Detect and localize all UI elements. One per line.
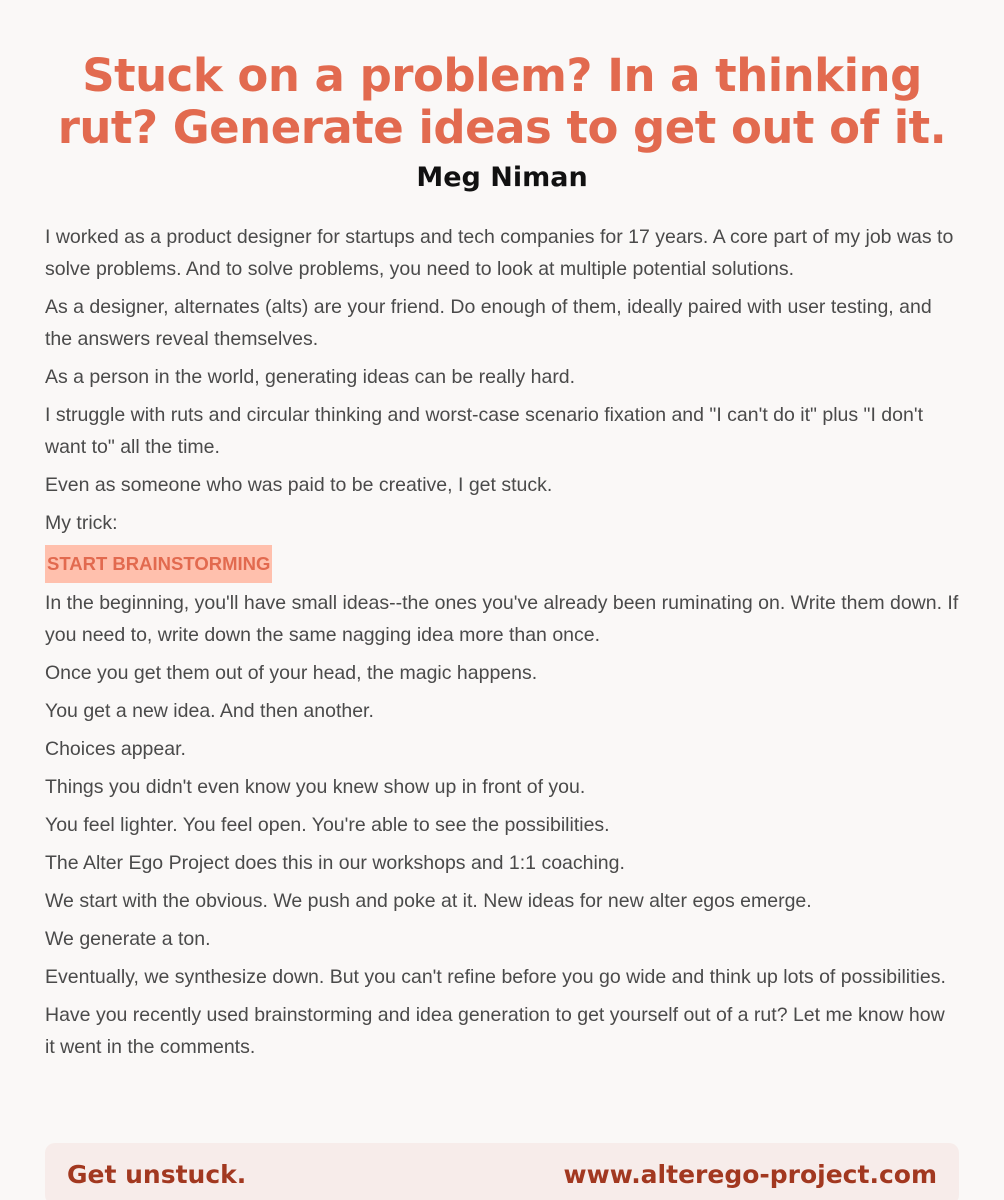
- paragraph: The Alter Ego Project does this in our workshops and 1:1 coaching.: [45, 852, 625, 875]
- paragraph: Have you recently used brainstorming and idea generation to get yourself out of a rut? Let me know how it went in the comments.: [45, 1004, 945, 1059]
- paragraph: I worked as a product designer for startups and tech companies for 17 years. A core part of my job was to solve problems. And to solve problems, you need to look at multiple potential solutions.: [45, 226, 954, 281]
- paragraph: Once you get them out of your head, the magic happens.: [45, 662, 538, 685]
- paragraph: You get a new idea. And then another.: [45, 700, 374, 723]
- paragraph: Even as someone who was paid to be creative, I get stuck.: [45, 474, 553, 497]
- post-title: Stuck on a problem? In a thinking rut? Generate ideas to get out of it.: [57, 49, 947, 155]
- author-name: Meg Niman: [416, 162, 588, 194]
- paragraph: My trick:: [45, 512, 118, 535]
- paragraph: We start with the obvious. We push and poke at it. New ideas for new alter egos emerge.: [45, 890, 812, 913]
- paragraph: Things you didn't even know you knew show up in front of you.: [45, 776, 586, 799]
- paragraph: You feel lighter. You feel open. You're able to see the possibilities.: [45, 814, 610, 837]
- paragraph: Choices appear.: [45, 738, 186, 761]
- paragraph: In the beginning, you'll have small ideas--the ones you've already been ruminating on. Write them down. If you need to, write down the same nagging idea more than once.: [45, 592, 959, 647]
- paragraph: Eventually, we synthesize down. But you can't refine before you go wide and think up lots of possibilities.: [45, 966, 946, 989]
- footer-tagline: Get unstuck.: [67, 1159, 247, 1189]
- paragraph: As a person in the world, generating ideas can be really hard.: [45, 366, 576, 389]
- paragraph: As a designer, alternates (alts) are your friend. Do enough of them, ideally paired with user testing, and the answers reveal themselves.: [45, 296, 932, 351]
- post-body: [45, 221, 959, 1063]
- highlight-row: [45, 545, 959, 583]
- footer-website-link[interactable]: www.alterego-project.com: [563, 1159, 937, 1189]
- paragraph: I struggle with ruts and circular thinking and worst-case scenario fixation and "I can't do it" plus "I don't want to" all the time.: [45, 404, 923, 459]
- footer-banner: [45, 1143, 959, 1200]
- highlighted-heading: START BRAINSTORMING: [45, 545, 272, 583]
- post-page: [0, 50, 1004, 1200]
- paragraph: We generate a ton.: [45, 928, 211, 951]
